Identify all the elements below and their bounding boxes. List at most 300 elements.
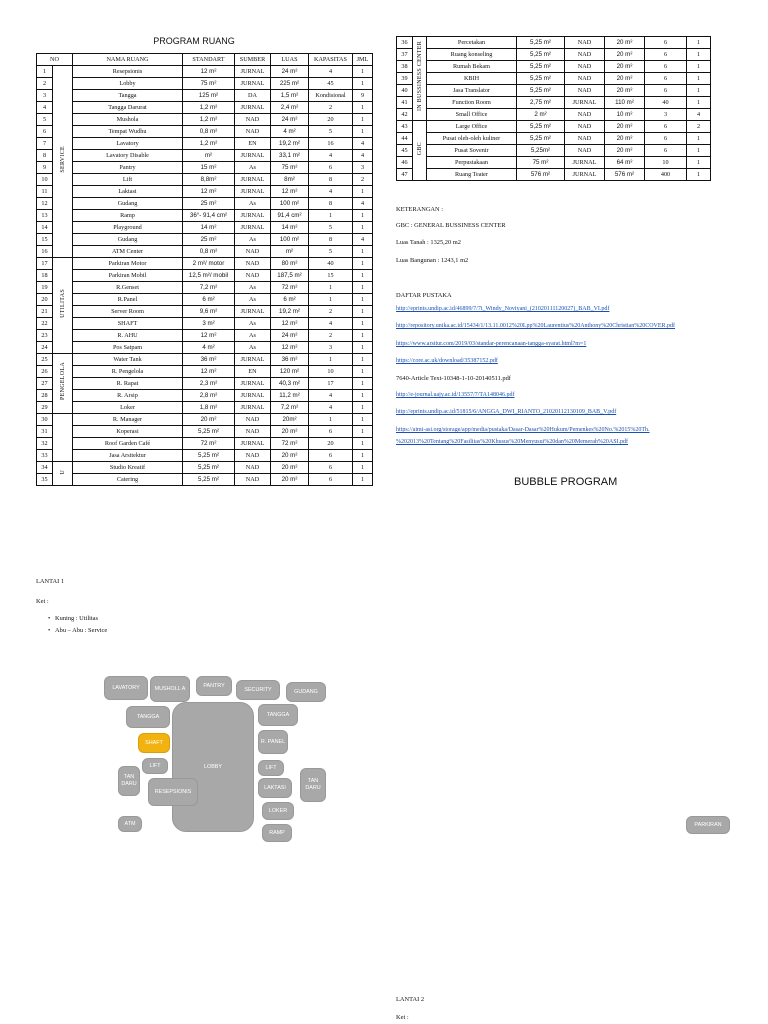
row-number: 35 xyxy=(37,474,53,486)
table-cell: 36 m² xyxy=(183,354,235,366)
row-number: 10 xyxy=(37,174,53,186)
table-cell: 187,5 m² xyxy=(271,270,309,282)
table-cell: Lift xyxy=(73,174,183,186)
table-cell: 1 xyxy=(309,294,353,306)
table-cell: Pusat Sovenir xyxy=(427,145,517,157)
table-cell: 5 xyxy=(309,222,353,234)
table-cell: 20 m² xyxy=(605,61,645,73)
table-cell: Large Office xyxy=(427,121,517,133)
table-cell: 1 xyxy=(687,157,711,169)
table-cell: 1 xyxy=(353,78,373,90)
table-cell: 1 xyxy=(353,366,373,378)
row-number: 20 xyxy=(37,294,53,306)
table-cell: 12 m² xyxy=(183,330,235,342)
row-number: 29 xyxy=(37,402,53,414)
table-cell: 5,25 m² xyxy=(183,462,235,474)
table-cell: 64 m² xyxy=(605,157,645,169)
table-cell: 1 xyxy=(353,210,373,222)
table-cell: Catering xyxy=(73,474,183,486)
table-cell: 1 xyxy=(309,282,353,294)
table-row xyxy=(397,121,711,133)
table-row xyxy=(397,49,711,61)
table-cell: 4 xyxy=(309,402,353,414)
table-cell: 20 m² xyxy=(605,73,645,85)
table-cell: NAD xyxy=(235,426,271,438)
group-label-cell xyxy=(413,37,427,121)
table-cell: 1 xyxy=(687,49,711,61)
table-cell: 6 xyxy=(645,145,687,157)
table-cell: NAD xyxy=(565,109,605,121)
row-number: 33 xyxy=(37,450,53,462)
table-cell: 40 xyxy=(309,258,353,270)
table-cell: ATM Center xyxy=(73,246,183,258)
row-number: 17 xyxy=(37,258,53,270)
group-label-cell xyxy=(53,414,73,462)
keterangan-luas-bangunan: Luas Bangunan : 1243,1 m2 xyxy=(396,257,469,264)
table-row xyxy=(37,438,373,450)
group-label-cell xyxy=(53,462,73,486)
table-cell: 5,25 m² xyxy=(517,73,565,85)
row-number: 46 xyxy=(397,157,413,169)
row-number: 8 xyxy=(37,150,53,162)
table-cell: 72 m² xyxy=(183,438,235,450)
table-cell: 1 xyxy=(353,186,373,198)
row-number: 38 xyxy=(397,61,413,73)
table-cell: NAD xyxy=(235,126,271,138)
table-cell: 4 xyxy=(309,66,353,78)
table-row xyxy=(37,450,373,462)
table-cell: R. AHU xyxy=(73,330,183,342)
table-cell: 1,2 m² xyxy=(183,138,235,150)
bubble-ramp: RAMP xyxy=(262,824,292,842)
table-cell: NAD xyxy=(235,414,271,426)
group-label-cell xyxy=(53,66,73,258)
table-cell: 10 m² xyxy=(605,109,645,121)
row-number: 27 xyxy=(37,378,53,390)
bubble-lavatory: LAVATORY xyxy=(104,676,148,700)
table-cell: 2 xyxy=(353,174,373,186)
table-cell: 12,5 m²/ mobil xyxy=(183,270,235,282)
table-cell: 1 xyxy=(353,102,373,114)
table-cell: Lobby xyxy=(73,78,183,90)
bubble-r-panel: R. PANEL xyxy=(258,730,288,754)
table-cell: 4 xyxy=(353,198,373,210)
keterangan-gbc: GBC : GENERAL BUSSINESS CENTER xyxy=(396,222,506,229)
column-header: JML xyxy=(353,54,373,66)
table-cell: 120 m² xyxy=(271,366,309,378)
table-cell: 14 m² xyxy=(271,222,309,234)
table-row xyxy=(397,97,711,109)
table-cell: 25 m² xyxy=(183,198,235,210)
table-cell: 8,8m² xyxy=(183,174,235,186)
table-row xyxy=(397,157,711,169)
table-cell: 17 xyxy=(309,378,353,390)
row-number: 5 xyxy=(37,114,53,126)
table-cell: Perpustakaan xyxy=(427,157,517,169)
table-row xyxy=(37,210,373,222)
table-cell: 5 xyxy=(309,126,353,138)
reference-link[interactable]: https://aimi-asi.org/storage/app/media/pustaka/Dasar-Dasar%20Hukum/Pemenkes%20No.%2015%20Th. xyxy=(396,427,650,433)
bubble-laktasi: LAKTASI xyxy=(258,778,292,798)
bubble-parkiran: PARKIRAN xyxy=(686,816,730,834)
table-row xyxy=(37,402,373,414)
table-cell: 40,3 m² xyxy=(271,378,309,390)
table-cell: 12 m² xyxy=(183,186,235,198)
table-cell: Koperasi xyxy=(73,426,183,438)
row-number: 12 xyxy=(37,198,53,210)
reference-link[interactable]: http://eprints.undip.ac.id/51815/6/ANGGA_DWI_RIANTO_21020112130109_BAB_V.pdf xyxy=(396,409,617,415)
table-row xyxy=(37,270,373,282)
reference-link[interactable]: http://eprints.undip.ac.id/46899/7/7i_Windy_Noviyani_(21020111120027)_BAB_VI.pdf xyxy=(396,306,610,312)
group-label-cell xyxy=(413,121,427,181)
table-cell: 12 m² xyxy=(183,66,235,78)
table-cell: Rumah Bekam xyxy=(427,61,517,73)
table-cell: 6 xyxy=(645,133,687,145)
table-cell: Tangga xyxy=(73,90,183,102)
table-cell: 15 m² xyxy=(183,162,235,174)
bubble-tangga-right: TANGGA xyxy=(258,704,298,726)
table-cell: 75 m² xyxy=(517,157,565,169)
table-cell: 3 xyxy=(353,162,373,174)
table-cell: 1 xyxy=(353,114,373,126)
table-row xyxy=(397,133,711,145)
table-row xyxy=(37,258,373,270)
row-number: 39 xyxy=(397,73,413,85)
table-cell: 20 m² xyxy=(183,414,235,426)
table-cell: 2 xyxy=(687,121,711,133)
table-cell: Lavatory xyxy=(73,138,183,150)
table-cell: Studio Kreatif xyxy=(73,462,183,474)
table-cell: 1 xyxy=(353,282,373,294)
group-label-cell xyxy=(53,258,73,354)
table-row xyxy=(37,198,373,210)
table-cell: 2 xyxy=(309,330,353,342)
table-row xyxy=(37,426,373,438)
table-cell: 4 m² xyxy=(271,126,309,138)
table-cell: NAD xyxy=(235,462,271,474)
program-title: PROGRAM RUANG xyxy=(153,36,235,46)
table-cell: Pantry xyxy=(73,162,183,174)
bubble-lift-right: LIFT xyxy=(258,760,284,776)
table-cell: 1 xyxy=(687,37,711,49)
row-number: 37 xyxy=(397,49,413,61)
table-cell: 5,25 m² xyxy=(517,85,565,97)
table-cell: 20 m² xyxy=(271,462,309,474)
row-number: 36 xyxy=(397,37,413,49)
table-cell: 1 xyxy=(353,414,373,426)
table-cell: SHAFT xyxy=(73,318,183,330)
table-cell: 20m² xyxy=(271,414,309,426)
table-cell: 16 xyxy=(309,138,353,150)
table-cell: 6 xyxy=(645,121,687,133)
table-row xyxy=(37,462,373,474)
table-cell: Tempat Wudhu xyxy=(73,126,183,138)
table-cell: Kondisional xyxy=(309,90,353,102)
table-row xyxy=(397,109,711,121)
table-cell: 1 xyxy=(353,246,373,258)
table-cell: 72 m² xyxy=(271,438,309,450)
column-header: STANDART xyxy=(183,54,235,66)
table-cell: 25 m² xyxy=(183,234,235,246)
table-cell: As xyxy=(235,198,271,210)
table-cell: 45 xyxy=(309,78,353,90)
row-number: 31 xyxy=(37,426,53,438)
table-row xyxy=(37,162,373,174)
table-cell: 1 xyxy=(353,66,373,78)
keterangan-luas-tanah: Luas Tanah : 1325,20 m2 xyxy=(396,239,461,246)
table-cell: NAD xyxy=(235,450,271,462)
table-cell: Pusat oleh-oleh kuliner xyxy=(427,133,517,145)
table-cell: JURNAL xyxy=(235,438,271,450)
table-cell: 5 xyxy=(309,246,353,258)
table-cell: 1 xyxy=(353,438,373,450)
table-cell: 1 xyxy=(353,318,373,330)
table-cell: NAD xyxy=(565,145,605,157)
table-row xyxy=(37,294,373,306)
row-number: 9 xyxy=(37,162,53,174)
table-cell: Ramp xyxy=(73,210,183,222)
table-cell: 20 m² xyxy=(605,121,645,133)
table-cell: Resepsionis xyxy=(73,66,183,78)
bubble-shaft: SHAFT xyxy=(138,733,170,753)
table-cell: 1 xyxy=(353,258,373,270)
table-cell: NAD xyxy=(235,474,271,486)
table-cell: 20 xyxy=(309,438,353,450)
table-cell: JURNAL xyxy=(235,174,271,186)
table-cell: 9 xyxy=(353,90,373,102)
bubble-resepsionis: RESEPSIONIS xyxy=(148,778,198,806)
table-cell: 1 xyxy=(353,426,373,438)
table-row xyxy=(37,318,373,330)
table-cell: Small Office xyxy=(427,109,517,121)
table-cell: Gudang xyxy=(73,198,183,210)
table-cell: 1 xyxy=(353,354,373,366)
table-cell: 3 m² xyxy=(183,318,235,330)
bubble-loker: LOKER xyxy=(262,802,294,820)
row-number: 45 xyxy=(397,145,413,157)
table-cell: 110 m² xyxy=(605,97,645,109)
table-cell: 1 xyxy=(309,414,353,426)
bubble-lift-left: LIFT xyxy=(142,758,168,774)
table-cell: 24 m² xyxy=(271,330,309,342)
table-cell: Roof Garden Café xyxy=(73,438,183,450)
table-cell: 4 xyxy=(353,234,373,246)
column-header: NAMA RUANG xyxy=(73,54,183,66)
table-cell: 6 xyxy=(309,474,353,486)
table-cell: 2,8 m² xyxy=(183,390,235,402)
table-cell: 20 m² xyxy=(605,49,645,61)
table-row xyxy=(37,366,373,378)
row-number: 44 xyxy=(397,133,413,145)
row-number: 7 xyxy=(37,138,53,150)
row-number: 13 xyxy=(37,210,53,222)
table-cell: NAD xyxy=(565,121,605,133)
table-cell: 36°- 91,4 cm² xyxy=(183,210,235,222)
row-number: 19 xyxy=(37,282,53,294)
table-cell: As xyxy=(235,342,271,354)
floor1-ket-label: Ket : xyxy=(36,598,49,605)
table-cell: JURNAL xyxy=(565,157,605,169)
table-cell: R. Pengelola xyxy=(73,366,183,378)
table-row xyxy=(37,474,373,486)
bubble-tangga-darurat-left: TAN DARU xyxy=(118,766,140,796)
table-cell: 1 xyxy=(353,402,373,414)
row-number: 47 xyxy=(397,169,413,181)
row-number: 24 xyxy=(37,342,53,354)
reference-link[interactable]: http://repository.unika.ac.id/15434/1/13.11.0012%20Lpp%20Laurentius%20Anthony%20Christian%20COVER.pdf xyxy=(396,323,676,329)
table-cell: 4 xyxy=(309,318,353,330)
program-table xyxy=(36,53,373,486)
table-cell: 24 m² xyxy=(271,66,309,78)
table-cell: Jasa Translator xyxy=(427,85,517,97)
bubble-gudang: GUDANG xyxy=(286,682,326,702)
table-cell: Tangga Darurat xyxy=(73,102,183,114)
table-cell: 6 xyxy=(309,162,353,174)
floor1-label: LANTAI 1 xyxy=(36,578,65,585)
table-row xyxy=(397,145,711,157)
bubble-program-heading: BUBBLE PROGRAM xyxy=(514,476,618,488)
table-cell: R.Genset xyxy=(73,282,183,294)
table-cell: 0,8 m² xyxy=(183,126,235,138)
table-row xyxy=(37,390,373,402)
table-cell: 576 m² xyxy=(605,169,645,181)
table-cell: 1 xyxy=(353,330,373,342)
table-cell: 4 xyxy=(353,138,373,150)
reference-link[interactable]: http://e-journal.uajy.ac.id/13557/7/TA148046.pdf xyxy=(396,392,515,398)
table-cell: DA xyxy=(235,90,271,102)
table-row xyxy=(37,150,373,162)
bubble-mushola: MUSHOLL A xyxy=(150,676,190,702)
table-cell: 11,2 m² xyxy=(271,390,309,402)
table-row xyxy=(37,342,373,354)
table-cell: 5,25 m² xyxy=(517,49,565,61)
table-cell: 1 xyxy=(353,270,373,282)
table-cell: 20 m² xyxy=(271,426,309,438)
table-cell: NAD xyxy=(565,61,605,73)
table-cell: Ruang Teater xyxy=(427,169,517,181)
table-cell: 5,25 m² xyxy=(517,61,565,73)
table-cell: 33,1 m² xyxy=(271,150,309,162)
group-label: U xyxy=(59,469,66,475)
table-cell: 15 xyxy=(309,270,353,282)
table-cell: JURNAL xyxy=(235,186,271,198)
table-cell: JURNAL xyxy=(235,354,271,366)
table-cell: 1 xyxy=(687,133,711,145)
table-cell: 19,2 m² xyxy=(271,138,309,150)
table-cell: EN xyxy=(235,138,271,150)
group-label: PENGELOLA xyxy=(59,362,66,401)
table-row xyxy=(397,37,711,49)
table-cell: 75 m² xyxy=(271,162,309,174)
table-cell: As xyxy=(235,330,271,342)
table-cell: JURNAL xyxy=(235,306,271,318)
table-cell: 6 xyxy=(309,462,353,474)
table-cell: JURNAL xyxy=(235,66,271,78)
table-cell: 1 xyxy=(353,342,373,354)
table-cell: 4 xyxy=(309,390,353,402)
table-row xyxy=(37,378,373,390)
table-cell: JURNAL xyxy=(235,150,271,162)
table-cell: 12 m² xyxy=(271,186,309,198)
reference-link-continued[interactable]: %202013%20Tentang%20Fasilitas%20Khusus%20Menyusui%20dan%20Memerah%20ASI.pdf xyxy=(396,439,629,445)
table-cell: JURNAL xyxy=(235,102,271,114)
bubble-pantry: PANTRY xyxy=(196,676,232,696)
table-cell: 1 xyxy=(353,294,373,306)
row-number: 41 xyxy=(397,97,413,109)
table-row xyxy=(37,138,373,150)
row-number: 1 xyxy=(37,66,53,78)
table-cell: 2,3 m² xyxy=(183,378,235,390)
table-cell: 5,25 m² xyxy=(517,133,565,145)
table-cell: 1,8 m² xyxy=(183,402,235,414)
table-cell: 5,25 m² xyxy=(517,37,565,49)
table-cell: 8 xyxy=(309,174,353,186)
table-cell: 5,25 m² xyxy=(183,474,235,486)
table-cell: 24 m² xyxy=(271,114,309,126)
table-cell: JURNAL xyxy=(235,78,271,90)
table-cell: 2 xyxy=(309,306,353,318)
row-number: 43 xyxy=(397,121,413,133)
table-cell: Percetakan xyxy=(427,37,517,49)
table-cell: 100 m² xyxy=(271,198,309,210)
table-cell: 1 xyxy=(353,378,373,390)
table-cell: Lavatory Disable xyxy=(73,150,183,162)
table-cell: 1 xyxy=(687,145,711,157)
column-header: LUAS xyxy=(271,54,309,66)
table-cell: m² xyxy=(183,150,235,162)
table-row xyxy=(37,246,373,258)
bubble-atm: ATM xyxy=(118,816,142,832)
table-cell: 40 xyxy=(645,97,687,109)
table-cell: 1 xyxy=(309,210,353,222)
group-label-cell xyxy=(53,354,73,414)
table-row xyxy=(37,234,373,246)
table-cell: 12 m² xyxy=(271,318,309,330)
bubble-lobby: LOBBY xyxy=(172,702,254,832)
table-cell: NAD xyxy=(565,85,605,97)
table-cell: 12 m² xyxy=(183,366,235,378)
table-cell: JURNAL xyxy=(235,390,271,402)
column-header: NO xyxy=(37,54,73,66)
table-cell: 4 xyxy=(687,109,711,121)
reference-link[interactable]: https://www.arsitur.com/2019/03/standar-perencanaan-tangga-syarat.html?m=1 xyxy=(396,341,587,347)
table-cell: R. Manager xyxy=(73,414,183,426)
table-cell: Server Room xyxy=(73,306,183,318)
table-cell: 20 m² xyxy=(271,474,309,486)
table-cell: KBIH xyxy=(427,73,517,85)
table-cell: 125 m² xyxy=(183,90,235,102)
table-cell: 2 m² xyxy=(517,109,565,121)
table-cell: m² xyxy=(271,246,309,258)
table-row xyxy=(37,282,373,294)
table-row xyxy=(397,85,711,97)
table-row xyxy=(37,330,373,342)
table-cell: 20 xyxy=(309,114,353,126)
table-cell: 1 xyxy=(353,390,373,402)
floor2-ket-label: Ket : xyxy=(396,1014,409,1021)
table-cell: 8m² xyxy=(271,174,309,186)
table-cell: Playground xyxy=(73,222,183,234)
table-cell: 6 m² xyxy=(271,294,309,306)
row-number: 4 xyxy=(37,102,53,114)
floor2-label: LANTAI 2 xyxy=(396,996,425,1003)
reference-link[interactable]: https://core.ac.uk/download/35387152.pdf xyxy=(396,358,498,364)
table-cell: NAD xyxy=(235,258,271,270)
table-cell: EN xyxy=(235,366,271,378)
table-cell: 91,4 cm² xyxy=(271,210,309,222)
table-cell: 1 xyxy=(353,306,373,318)
table-cell: 1,2 m² xyxy=(183,114,235,126)
